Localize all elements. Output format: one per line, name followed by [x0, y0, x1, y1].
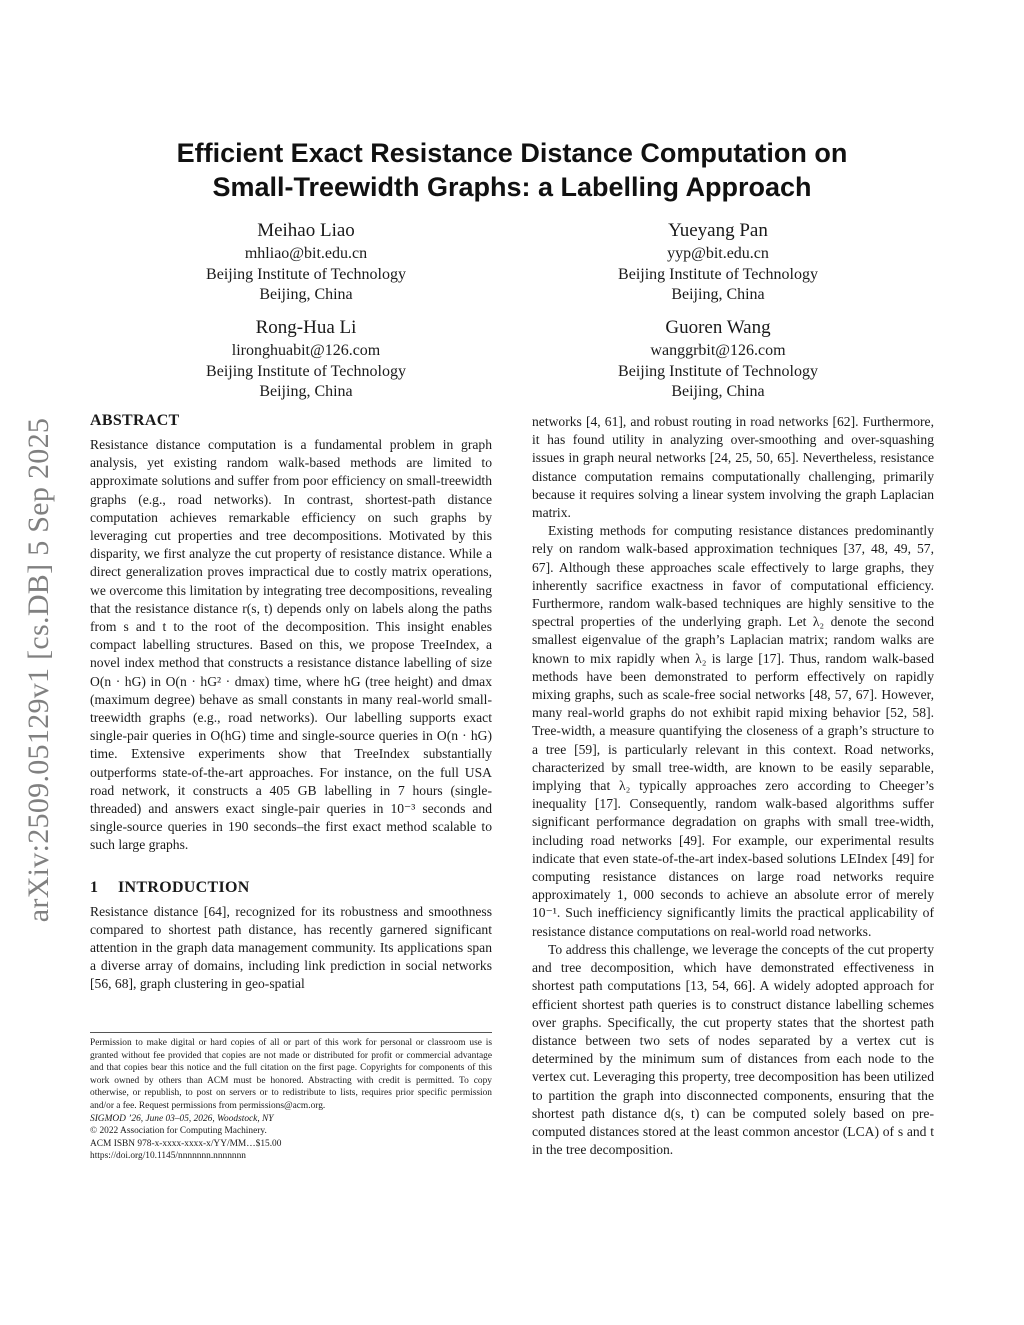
author-location: Beijing, China — [259, 286, 353, 303]
introduction-paragraph-2: Existing methods for computing resistance distances predominantly rely on random walk-based approximation techniques [37, 48, 49, 57, 67]. Although these approaches scale effectively to large graphs, they inherently sacrifice exactness in favor of computational efficiency. Furthermore, random walk-based techniques are highly sensitive to the spectral properties of the underlying graph. Let λ₂ denote the second smallest eigenvalue of the graph’s Laplacian matrix; random walks are known to mix rapidly when λ₂ is large [17]. Thus, random walk-based methods have been demonstrated to perform effectively on rapidly mixing graphs, such as scale-free social networks [48, 57, 67]. However, many real-world graphs do not exhibit rapid mixing behavior [52, 58]. Tree-width, a measure quantifying the closeness of a graph’s structure to a tree [59], is particularly relevant in this context. Road networks, characterized by small tree-width, are known to be easily separable, implying that λ₂ typically approaches zero according to Cheeger’s inequality [17]. Consequently, random walk-based algorithms suffer significant performance degradation on graphs with small tree-width, including road networks [49]. For example, our experimental results indicate that even state-of-the-art index-based solutions LEIndex [49] for computing resistance distances on large road networks require approximately 1, 000 seconds to achieve an absolute error of merely 10⁻¹. Such inefficiency significantly limits the practical applicability of resistance distance computations on real-world road networks. — [532, 523, 934, 939]
conference-venue: SIGMOD ’26, June 03–05, 2026, Woodstock, NY — [90, 1113, 274, 1124]
author-affiliation: Beijing Institute of Technology — [206, 265, 406, 283]
left-column — [90, 410, 492, 994]
author-affiliation: Beijing Institute of Technology — [618, 362, 818, 380]
introduction-paragraph-1-continued: networks [4, 61], and robust routing in road networks [62]. Furthermore, it has found utility in analyzing over-smoothing and over-squashing issues in graph neural networks [24, 25, 50, 65]. Nevertheless, resistance distance computation remains computationally challenging, primarily because it requires solving a linear system involving the graph Laplacian matrix. — [532, 414, 934, 521]
author-block — [518, 315, 918, 403]
acm-permission-footnote — [90, 1032, 492, 1163]
doi-link[interactable]: https://doi.org/10.1145/nnnnnnn.nnnnnnn — [90, 1151, 246, 1162]
introduction-heading — [90, 877, 492, 899]
author-name: Yueyang Pan — [668, 220, 768, 241]
introduction-paragraph-1: Resistance distance [64], recognized for its robustness and smoothness compared to shortest path distance, has recently garnered significant attention in the graph data management community. Its applications span a diverse array of domains, including link prediction in social networks [56, 68], graph clustering in geo-spatial — [90, 903, 492, 992]
author-email: wanggrbit@126.com — [650, 342, 786, 359]
author-affiliation: Beijing Institute of Technology — [206, 362, 406, 380]
author-name: Meihao Liao — [257, 220, 355, 241]
copyright-notice: © 2022 Association for Computing Machinery. — [90, 1126, 267, 1137]
author-email: mhliao@bit.edu.cn — [244, 245, 368, 262]
author-location: Beijing, China — [259, 383, 353, 400]
introduction-paragraph-3: To address this challenge, we leverage the concepts of the cut property and tree decomposition, which have demonstrated effectiveness in shortest path computations [13, 54, 66]. A widely adopted approach for efficient shortest path queries is to construct distance labelling schemes over graphs. Specifically, the cut property states that the shortest path distance between two sets of nodes separated by a vertex cut is determined by the minimum sum of distances from each node to the vertex cut. Leveraging this property, tree decomposition has been utilized to partition the graph into disconnected components, ensuring that the shortest path distance d(s, t) can be computed solely based on pre-computed distances stored at the least common ancestor (LCA) of s and t in the tree decomposition. — [532, 941, 934, 1158]
author-affiliation: Beijing Institute of Technology — [618, 265, 818, 283]
author-name: Rong-Hua Li — [255, 317, 357, 338]
author-email: lironghuabit@126.com — [231, 342, 381, 359]
title-line-1: Efficient Exact Resistance Distance Computation on — [176, 138, 848, 168]
abstract-heading: ABSTRACT — [90, 412, 180, 429]
right-column — [532, 413, 934, 1159]
abstract-text: Resistance distance computation is a fundamental problem in graph analysis, yet existing random walk-based methods are limited to approximate solutions and suffer from poor efficiency on small-treewidth graphs (e.g., road networks). In contrast, shortest-path distance computation achieves remarkable efficiency on such graphs by leveraging cut properties and tree decompositions. Motivated by this disparity, we first analyze the cut property of resistance distance. While a direct generalization proves impractical due to costly matrix operations, we overcome this limitation by integrating tree decompositions, revealing that the resistance distance r(s, t) depends only on labels along the paths from s and t to the root of the decomposition. This insight enables compact labelling structures. Based on this, we propose TreeIndex, a novel index method that constructs a resistance distance labelling of size O(n · hG) in O(n · hG² · dmax) time, where hG (tree height) and dmax (maximum degree) behave as small constants in many real-world small-treewidth graphs (e.g., road networks). Our labelling supports exact single-pair queries in O(hG) time and single-source queries in O(n · hG) time. Extensive experiments show that TreeIndex substantially outperforms state-of-the-art approaches. For instance, on the full USA road network, it constructs a 405 GB labelling in 7 hours (single-threaded) and answers exact single-pair queries in 10⁻³ seconds and single-source queries in 190 seconds–the first exact method scalable to such large graphs. — [90, 437, 492, 853]
author-block — [518, 218, 918, 306]
author-location: Beijing, China — [671, 383, 765, 400]
section-number: 1 — [90, 878, 99, 896]
isbn: ACM ISBN 978-x-xxxx-xxxx-x/YY/MM…$15.00 — [90, 1138, 282, 1149]
author-block — [106, 218, 506, 306]
author-location: Beijing, China — [671, 286, 765, 303]
section-title: INTRODUCTION — [118, 878, 250, 896]
author-name: Guoren Wang — [665, 317, 771, 338]
paper-title — [80, 136, 944, 204]
title-line-2: Small-Treewidth Graphs: a Labelling Approach — [212, 172, 812, 202]
author-email: yyp@bit.edu.cn — [667, 245, 769, 262]
arxiv-identifier: arXiv:2509.05129v1 [cs.DB] 5 Sep 2025 — [22, 417, 56, 923]
permission-notice: Permission to make digital or hard copies of all or part of this work for personal or classroom use is granted without fee provided that copies are not made or distributed for profit or commercial advantage and that copies bear this notice and the full citation on the first page. Copyrights for components of this work owned by others than ACM must be honored. Abstracting with credit is permitted. To copy otherwise, or republish, to post on servers or to redistribute to lists, requires prior specific permission and/or a fee. Request permissions from permissions@acm.org. — [90, 1038, 492, 1111]
arxiv-identifier-margin — [8, 382, 70, 958]
author-block — [106, 315, 506, 403]
